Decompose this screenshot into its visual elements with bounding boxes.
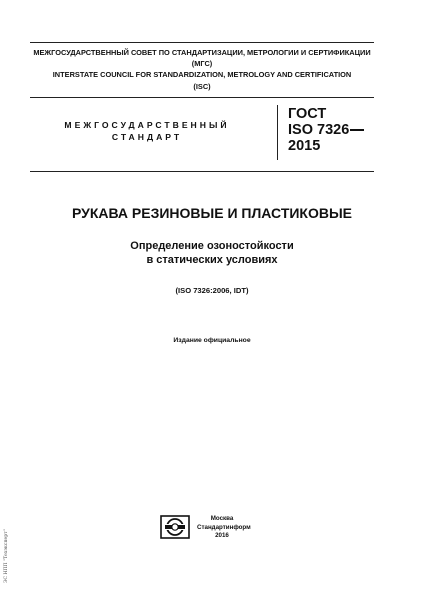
- subtitle-line1: Определение озоностойкости: [130, 240, 294, 252]
- edition-note: Издание официальное: [173, 337, 251, 344]
- publisher-info: [197, 515, 251, 541]
- standard-type: [62, 119, 232, 143]
- council-abbr-en: (ISC): [193, 81, 211, 91]
- iso-reference: (ISO 7326:2006, IDT): [175, 286, 249, 295]
- gost-number: ISO 7326: [288, 122, 350, 138]
- gost-dash: [350, 129, 364, 131]
- side-stamp: ЭС НПП "Техэксперт": [4, 529, 9, 583]
- council-abbr-ru: (МГС): [191, 59, 213, 69]
- publisher-year: 2016: [215, 532, 229, 539]
- council-header: [30, 42, 374, 98]
- document-subtitle: [20, 240, 404, 267]
- document-title: РУКАВА РЕЗИНОВЫЕ И ПЛАСТИКОВЫЕ: [71, 205, 353, 221]
- standard-type-line1: МЕЖГОСУДАРСТВЕННЫЙ: [64, 120, 230, 130]
- publisher-city: Москва: [210, 515, 234, 522]
- publisher-name: Стандартинформ: [197, 523, 251, 531]
- subtitle-line2: в статических условиях: [146, 253, 278, 266]
- standard-type-line2: СТАНДАРТ: [111, 132, 183, 142]
- gost-year: 2015: [288, 138, 321, 154]
- gost-label: ГОСТ: [288, 106, 327, 122]
- council-name-en: INTERSTATE COUNCIL FOR STANDARDIZATION, METROLOGY AND CERTIFICATION: [52, 70, 352, 80]
- vertical-divider: [277, 105, 278, 160]
- horizontal-divider: [30, 171, 374, 172]
- gost-designation: [288, 106, 364, 154]
- publisher-logo-icon: [160, 515, 190, 539]
- council-name-ru: МЕЖГОСУДАРСТВЕННЫЙ СОВЕТ ПО СТАНДАРТИЗАЦИИ, МЕТРОЛОГИИ И СЕРТИФИКАЦИИ: [33, 48, 371, 57]
